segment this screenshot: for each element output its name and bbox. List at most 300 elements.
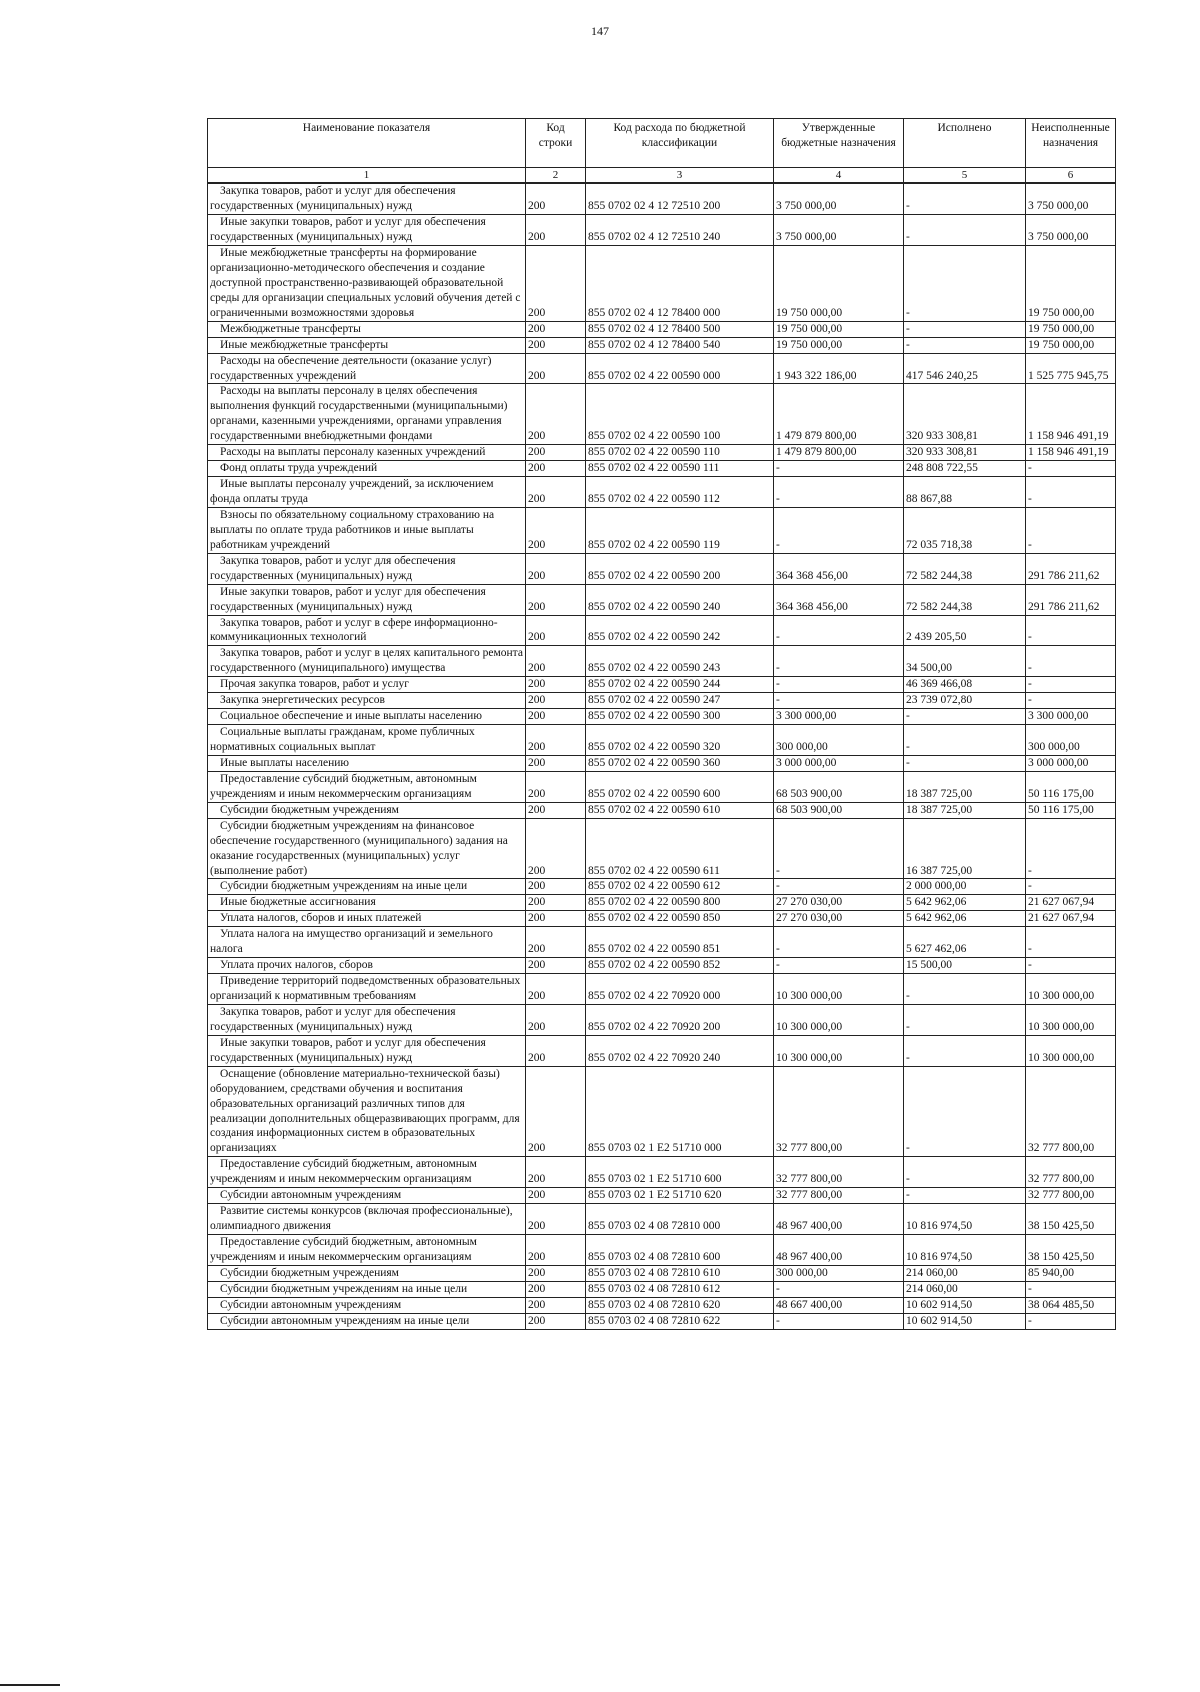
indicator-name-text: Субсидии бюджетным учреждениям bbox=[220, 803, 399, 816]
indicator-name-cell bbox=[208, 1297, 526, 1313]
executed-amount-cell: - bbox=[904, 1188, 1026, 1204]
approved-amount-cell: - bbox=[774, 615, 904, 646]
budget-code-cell: 855 0702 02 4 12 72510 200 bbox=[586, 183, 774, 214]
indicator-name-text: Расходы на выплаты персоналу в целях обеспечения выполнения функций государственными (муниципальными) органами, казенными учреждениями, органами управления государственными внебюджетными фондами bbox=[210, 385, 508, 443]
line-code-cell: 200 bbox=[526, 553, 586, 584]
executed-amount-cell: 5 627 462,06 bbox=[904, 927, 1026, 958]
approved-amount-cell: - bbox=[774, 927, 904, 958]
unexecuted-amount-cell: 38 150 425,50 bbox=[1026, 1235, 1116, 1266]
approved-amount-cell: 48 967 400,00 bbox=[774, 1204, 904, 1235]
table-row bbox=[208, 461, 1116, 477]
line-code-cell: 200 bbox=[526, 927, 586, 958]
indicator-name-cell bbox=[208, 461, 526, 477]
indicator-name-text: Закупка товаров, работ и услуг для обеспечения государственных (муниципальных) нужд bbox=[210, 554, 456, 582]
indicator-name-text: Иные межбюджетные трансферты на формирование организационно-методического обеспечения и создание доступной пространственно-развивающей образовательной среды для организации специальных условий обучения детей с ограниченными возможностями здоровья bbox=[210, 247, 521, 319]
unexecuted-amount-cell: 10 300 000,00 bbox=[1026, 1004, 1116, 1035]
line-code-cell: 200 bbox=[526, 461, 586, 477]
indicator-name-text: Субсидии бюджетным учреждениям на финансовое обеспечение государственного (муниципального) задания на оказание государственных (муниципальных) услуг (выполнение работ) bbox=[210, 819, 508, 877]
approved-amount-cell: 3 300 000,00 bbox=[774, 709, 904, 725]
executed-amount-cell: - bbox=[904, 725, 1026, 756]
indicator-name-text: Субсидии автономным учреждениям bbox=[220, 1298, 402, 1311]
budget-code-cell: 855 0702 02 4 22 00590 612 bbox=[586, 879, 774, 895]
unexecuted-amount-cell: 19 750 000,00 bbox=[1026, 337, 1116, 353]
unexecuted-amount-cell: 19 750 000,00 bbox=[1026, 321, 1116, 337]
indicator-name-text: Взносы по обязательному социальному страхованию на выплаты по оплате труда работников и иные выплаты работникам учреждений bbox=[210, 508, 495, 551]
line-code-cell: 200 bbox=[526, 879, 586, 895]
approved-amount-cell: 300 000,00 bbox=[774, 1265, 904, 1281]
unexecuted-amount-cell: 3 000 000,00 bbox=[1026, 755, 1116, 771]
budget-code-cell: 855 0702 02 4 22 00590 852 bbox=[586, 958, 774, 974]
unexecuted-amount-cell: - bbox=[1026, 879, 1116, 895]
line-code-cell: 200 bbox=[526, 1157, 586, 1188]
approved-amount-cell: 19 750 000,00 bbox=[774, 337, 904, 353]
budget-code-cell: 855 0703 02 1 E2 51710 000 bbox=[586, 1066, 774, 1157]
budget-code-cell: 855 0702 02 4 22 00590 240 bbox=[586, 584, 774, 615]
executed-amount-cell: 23 739 072,80 bbox=[904, 693, 1026, 709]
indicator-name-text: Иные выплаты населению bbox=[220, 756, 349, 769]
executed-amount-cell: 214 060,00 bbox=[904, 1265, 1026, 1281]
line-code-cell: 200 bbox=[526, 1035, 586, 1066]
budget-code-cell: 855 0702 02 4 22 00590 320 bbox=[586, 725, 774, 756]
line-code-cell: 200 bbox=[526, 693, 586, 709]
executed-amount-cell: 88 867,88 bbox=[904, 477, 1026, 508]
table-row bbox=[208, 677, 1116, 693]
indicator-name-cell bbox=[208, 677, 526, 693]
indicator-name-text: Субсидии бюджетным учреждениям на иные цели bbox=[220, 880, 468, 893]
line-code-cell: 200 bbox=[526, 246, 586, 322]
approved-amount-cell: - bbox=[774, 818, 904, 879]
indicator-name-cell bbox=[208, 321, 526, 337]
executed-amount-cell: 72 582 244,38 bbox=[904, 584, 1026, 615]
indicator-name-text: Субсидии бюджетным учреждениям bbox=[220, 1266, 399, 1279]
approved-amount-cell: 32 777 800,00 bbox=[774, 1066, 904, 1157]
indicator-name-text: Субсидии автономным учреждениям bbox=[220, 1189, 402, 1202]
executed-amount-cell: - bbox=[904, 215, 1026, 246]
line-code-cell: 200 bbox=[526, 974, 586, 1005]
approved-amount-cell: 27 270 030,00 bbox=[774, 895, 904, 911]
indicator-name-cell bbox=[208, 911, 526, 927]
header-unexecuted: Неисполненные назначения bbox=[1026, 119, 1116, 168]
line-code-cell: 200 bbox=[526, 353, 586, 384]
indicator-name-cell bbox=[208, 709, 526, 725]
approved-amount-cell: 364 368 456,00 bbox=[774, 553, 904, 584]
indicator-name-text: Иные межбюджетные трансферты bbox=[220, 338, 389, 351]
table-row bbox=[208, 1265, 1116, 1281]
approved-amount-cell: - bbox=[774, 693, 904, 709]
table-row bbox=[208, 693, 1116, 709]
executed-amount-cell: - bbox=[904, 1004, 1026, 1035]
unexecuted-amount-cell: 32 777 800,00 bbox=[1026, 1188, 1116, 1204]
indicator-name-cell bbox=[208, 1313, 526, 1329]
budget-code-cell: 855 0702 02 4 22 00590 300 bbox=[586, 709, 774, 725]
table-row bbox=[208, 477, 1116, 508]
approved-amount-cell: 364 368 456,00 bbox=[774, 584, 904, 615]
approved-amount-cell: 3 750 000,00 bbox=[774, 215, 904, 246]
column-number: 1 bbox=[208, 168, 526, 184]
unexecuted-amount-cell: - bbox=[1026, 1281, 1116, 1297]
executed-amount-cell: 2 000 000,00 bbox=[904, 879, 1026, 895]
budget-code-cell: 855 0703 02 1 E2 51710 600 bbox=[586, 1157, 774, 1188]
unexecuted-amount-cell: - bbox=[1026, 615, 1116, 646]
budget-code-cell: 855 0702 02 4 22 00590 850 bbox=[586, 911, 774, 927]
column-number: 3 bbox=[586, 168, 774, 184]
table-row bbox=[208, 1281, 1116, 1297]
indicator-name-text: Межбюджетные трансферты bbox=[220, 322, 361, 335]
budget-code-cell: 855 0702 02 4 12 72510 240 bbox=[586, 215, 774, 246]
indicator-name-text: Приведение территорий подведомственных образовательных организаций к нормативным требованиям bbox=[210, 975, 521, 1003]
line-code-cell: 200 bbox=[526, 1281, 586, 1297]
unexecuted-amount-cell: 1 158 946 491,19 bbox=[1026, 384, 1116, 445]
approved-amount-cell: 32 777 800,00 bbox=[774, 1188, 904, 1204]
indicator-name-text: Прочая закупка товаров, работ и услуг bbox=[220, 678, 409, 691]
table-row bbox=[208, 353, 1116, 384]
approved-amount-cell: - bbox=[774, 646, 904, 677]
budget-code-cell: 855 0702 02 4 22 00590 244 bbox=[586, 677, 774, 693]
line-code-cell: 200 bbox=[526, 384, 586, 445]
executed-amount-cell: 2 439 205,50 bbox=[904, 615, 1026, 646]
table-body bbox=[208, 183, 1116, 1329]
executed-amount-cell: 10 816 974,50 bbox=[904, 1235, 1026, 1266]
indicator-name-text: Оснащение (обновление материально-технической базы) оборудованием, средствами обучения и воспитания образовательных организаций различных типов для реализации дополнительных общеразвивающих программ, для создания информационных систем в образовательных организациях bbox=[210, 1067, 520, 1155]
budget-code-cell: 855 0702 02 4 22 00590 611 bbox=[586, 818, 774, 879]
approved-amount-cell: 68 503 900,00 bbox=[774, 802, 904, 818]
line-code-cell: 200 bbox=[526, 1066, 586, 1157]
line-code-cell: 200 bbox=[526, 1004, 586, 1035]
unexecuted-amount-cell: - bbox=[1026, 461, 1116, 477]
indicator-name-cell bbox=[208, 1004, 526, 1035]
table-row bbox=[208, 337, 1116, 353]
approved-amount-cell: - bbox=[774, 507, 904, 553]
table-row bbox=[208, 1035, 1116, 1066]
budget-code-cell: 855 0702 02 4 22 00590 200 bbox=[586, 553, 774, 584]
table-row bbox=[208, 321, 1116, 337]
indicator-name-text: Социальное обеспечение и иные выплаты населению bbox=[220, 710, 482, 723]
executed-amount-cell: 16 387 725,00 bbox=[904, 818, 1026, 879]
budget-code-cell: 855 0702 02 4 12 78400 000 bbox=[586, 246, 774, 322]
executed-amount-cell: 18 387 725,00 bbox=[904, 771, 1026, 802]
approved-amount-cell: - bbox=[774, 879, 904, 895]
approved-amount-cell: 1 943 322 186,00 bbox=[774, 353, 904, 384]
budget-code-cell: 855 0702 02 4 22 00590 112 bbox=[586, 477, 774, 508]
header-budget-classification: Код расхода по бюджетной классификации bbox=[586, 119, 774, 168]
indicator-name-cell bbox=[208, 958, 526, 974]
budget-code-cell: 855 0703 02 4 08 72810 612 bbox=[586, 1281, 774, 1297]
budget-code-cell: 855 0702 02 4 22 00590 610 bbox=[586, 802, 774, 818]
approved-amount-cell: - bbox=[774, 677, 904, 693]
table-row bbox=[208, 1235, 1116, 1266]
indicator-name-cell bbox=[208, 1035, 526, 1066]
indicator-name-cell bbox=[208, 755, 526, 771]
indicator-name-cell bbox=[208, 553, 526, 584]
approved-amount-cell: - bbox=[774, 1281, 904, 1297]
approved-amount-cell: 27 270 030,00 bbox=[774, 911, 904, 927]
table-row bbox=[208, 246, 1116, 322]
approved-amount-cell: 48 667 400,00 bbox=[774, 1297, 904, 1313]
budget-code-cell: 855 0702 02 4 22 00590 800 bbox=[586, 895, 774, 911]
indicator-name-text: Социальные выплаты гражданам, кроме публичных нормативных социальных выплат bbox=[210, 726, 475, 754]
budget-code-cell: 855 0702 02 4 22 00590 100 bbox=[586, 384, 774, 445]
unexecuted-amount-cell: 3 300 000,00 bbox=[1026, 709, 1116, 725]
indicator-name-text: Уплата налога на имущество организаций и земельного налога bbox=[210, 928, 493, 956]
budget-code-cell: 855 0702 02 4 22 00590 111 bbox=[586, 461, 774, 477]
line-code-cell: 200 bbox=[526, 1235, 586, 1266]
unexecuted-amount-cell: 10 300 000,00 bbox=[1026, 1035, 1116, 1066]
executed-amount-cell: 72 035 718,38 bbox=[904, 507, 1026, 553]
line-code-cell: 200 bbox=[526, 958, 586, 974]
indicator-name-text: Фонд оплаты труда учреждений bbox=[220, 462, 378, 475]
approved-amount-cell: 10 300 000,00 bbox=[774, 974, 904, 1005]
indicator-name-text: Иные закупки товаров, работ и услуг для обеспечения государственных (муниципальных) нужд bbox=[210, 585, 486, 613]
table-row bbox=[208, 1157, 1116, 1188]
unexecuted-amount-cell: 10 300 000,00 bbox=[1026, 974, 1116, 1005]
unexecuted-amount-cell: 21 627 067,94 bbox=[1026, 911, 1116, 927]
header-executed: Исполнено bbox=[904, 119, 1026, 168]
table-row bbox=[208, 1188, 1116, 1204]
unexecuted-amount-cell: - bbox=[1026, 507, 1116, 553]
table-row bbox=[208, 615, 1116, 646]
indicator-name-cell bbox=[208, 246, 526, 322]
unexecuted-amount-cell: 21 627 067,94 bbox=[1026, 895, 1116, 911]
table-row bbox=[208, 771, 1116, 802]
unexecuted-amount-cell: - bbox=[1026, 1313, 1116, 1329]
indicator-name-cell bbox=[208, 353, 526, 384]
line-code-cell: 200 bbox=[526, 677, 586, 693]
table-row bbox=[208, 725, 1116, 756]
approved-amount-cell: 1 479 879 800,00 bbox=[774, 384, 904, 445]
unexecuted-amount-cell: 38 064 485,50 bbox=[1026, 1297, 1116, 1313]
budget-code-cell: 855 0702 02 4 22 00590 000 bbox=[586, 353, 774, 384]
executed-amount-cell: - bbox=[904, 337, 1026, 353]
approved-amount-cell: 3 000 000,00 bbox=[774, 755, 904, 771]
indicator-name-text: Закупка товаров, работ и услуг для обеспечения государственных (муниципальных) нужд bbox=[210, 1005, 456, 1033]
indicator-name-cell bbox=[208, 818, 526, 879]
executed-amount-cell: 320 933 308,81 bbox=[904, 384, 1026, 445]
executed-amount-cell: 417 546 240,25 bbox=[904, 353, 1026, 384]
executed-amount-cell: 5 642 962,06 bbox=[904, 895, 1026, 911]
indicator-name-text: Расходы на выплаты персоналу казенных учреждений bbox=[220, 446, 486, 459]
indicator-name-cell bbox=[208, 1157, 526, 1188]
executed-amount-cell: 320 933 308,81 bbox=[904, 445, 1026, 461]
table-row bbox=[208, 911, 1116, 927]
executed-amount-cell: 46 369 466,08 bbox=[904, 677, 1026, 693]
table-row bbox=[208, 802, 1116, 818]
page-number: 147 bbox=[591, 24, 609, 38]
budget-code-cell: 855 0702 02 4 22 00590 119 bbox=[586, 507, 774, 553]
budget-code-cell: 855 0702 02 4 22 70920 200 bbox=[586, 1004, 774, 1035]
header-indicator-name: Наименование показателя bbox=[208, 119, 526, 168]
executed-amount-cell: - bbox=[904, 755, 1026, 771]
unexecuted-amount-cell: 50 116 175,00 bbox=[1026, 802, 1116, 818]
indicator-name-cell bbox=[208, 1066, 526, 1157]
table-row bbox=[208, 183, 1116, 214]
indicator-name-text: Закупка товаров, работ и услуг в сфере информационно-коммуникационных технологий bbox=[210, 616, 498, 644]
table-row bbox=[208, 445, 1116, 461]
approved-amount-cell: 68 503 900,00 bbox=[774, 771, 904, 802]
table-header-row bbox=[208, 119, 1116, 168]
unexecuted-amount-cell: - bbox=[1026, 477, 1116, 508]
executed-amount-cell: 15 500,00 bbox=[904, 958, 1026, 974]
line-code-cell: 200 bbox=[526, 507, 586, 553]
budget-code-cell: 855 0702 02 4 22 00590 600 bbox=[586, 771, 774, 802]
line-code-cell: 200 bbox=[526, 802, 586, 818]
indicator-name-text: Уплата прочих налогов, сборов bbox=[220, 959, 373, 972]
approved-amount-cell: 10 300 000,00 bbox=[774, 1035, 904, 1066]
budget-code-cell: 855 0703 02 4 08 72810 620 bbox=[586, 1297, 774, 1313]
budget-code-cell: 855 0702 02 4 22 00590 242 bbox=[586, 615, 774, 646]
indicator-name-cell bbox=[208, 337, 526, 353]
column-number-row bbox=[208, 168, 1116, 184]
approved-amount-cell: - bbox=[774, 477, 904, 508]
unexecuted-amount-cell: 300 000,00 bbox=[1026, 725, 1116, 756]
unexecuted-amount-cell: 3 750 000,00 bbox=[1026, 215, 1116, 246]
unexecuted-amount-cell: 291 786 211,62 bbox=[1026, 553, 1116, 584]
indicator-name-cell bbox=[208, 725, 526, 756]
header-approved: Утвержденные бюджетные назначения bbox=[774, 119, 904, 168]
table-row bbox=[208, 1297, 1116, 1313]
approved-amount-cell: 19 750 000,00 bbox=[774, 246, 904, 322]
indicator-name-text: Предоставление субсидий бюджетным, автономным учреждениям и иным некоммерческим организациям bbox=[210, 772, 477, 800]
approved-amount-cell: - bbox=[774, 1313, 904, 1329]
line-code-cell: 200 bbox=[526, 818, 586, 879]
line-code-cell: 200 bbox=[526, 615, 586, 646]
approved-amount-cell: 19 750 000,00 bbox=[774, 321, 904, 337]
table-row bbox=[208, 384, 1116, 445]
line-code-cell: 200 bbox=[526, 646, 586, 677]
approved-amount-cell: 10 300 000,00 bbox=[774, 1004, 904, 1035]
column-number: 6 bbox=[1026, 168, 1116, 184]
line-code-cell: 200 bbox=[526, 321, 586, 337]
executed-amount-cell: 10 602 914,50 bbox=[904, 1313, 1026, 1329]
table-row bbox=[208, 1004, 1116, 1035]
unexecuted-amount-cell: 32 777 800,00 bbox=[1026, 1066, 1116, 1157]
indicator-name-text: Субсидии автономным учреждениям на иные цели bbox=[220, 1314, 470, 1327]
unexecuted-amount-cell: 85 940,00 bbox=[1026, 1265, 1116, 1281]
table-row bbox=[208, 818, 1116, 879]
budget-code-cell: 855 0703 02 4 08 72810 600 bbox=[586, 1235, 774, 1266]
indicator-name-text: Развитие системы конкурсов (включая профессиональные), олимпиадного движения bbox=[210, 1205, 513, 1233]
executed-amount-cell: - bbox=[904, 246, 1026, 322]
table-row bbox=[208, 1204, 1116, 1235]
unexecuted-amount-cell: 50 116 175,00 bbox=[1026, 771, 1116, 802]
indicator-name-cell bbox=[208, 584, 526, 615]
executed-amount-cell: 72 582 244,38 bbox=[904, 553, 1026, 584]
indicator-name-cell bbox=[208, 879, 526, 895]
executed-amount-cell: - bbox=[904, 974, 1026, 1005]
unexecuted-amount-cell: 1 158 946 491,19 bbox=[1026, 445, 1116, 461]
table-row bbox=[208, 1066, 1116, 1157]
line-code-cell: 200 bbox=[526, 1188, 586, 1204]
line-code-cell: 200 bbox=[526, 445, 586, 461]
indicator-name-text: Субсидии бюджетным учреждениям на иные цели bbox=[220, 1282, 468, 1295]
table-row bbox=[208, 646, 1116, 677]
approved-amount-cell: 300 000,00 bbox=[774, 725, 904, 756]
line-code-cell: 200 bbox=[526, 895, 586, 911]
unexecuted-amount-cell: 19 750 000,00 bbox=[1026, 246, 1116, 322]
line-code-cell: 200 bbox=[526, 755, 586, 771]
line-code-cell: 200 bbox=[526, 1313, 586, 1329]
executed-amount-cell: - bbox=[904, 709, 1026, 725]
table-row bbox=[208, 755, 1116, 771]
table-row bbox=[208, 895, 1116, 911]
table-row bbox=[208, 958, 1116, 974]
executed-amount-cell: 34 500,00 bbox=[904, 646, 1026, 677]
line-code-cell: 200 bbox=[526, 771, 586, 802]
indicator-name-text: Иные бюджетные ассигнования bbox=[220, 896, 376, 909]
budget-code-cell: 855 0702 02 4 22 00590 247 bbox=[586, 693, 774, 709]
unexecuted-amount-cell: - bbox=[1026, 927, 1116, 958]
executed-amount-cell: - bbox=[904, 321, 1026, 337]
line-code-cell: 200 bbox=[526, 337, 586, 353]
indicator-name-cell bbox=[208, 183, 526, 214]
indicator-name-cell bbox=[208, 1281, 526, 1297]
indicator-name-cell bbox=[208, 1204, 526, 1235]
table-row bbox=[208, 974, 1116, 1005]
indicator-name-text: Иные выплаты персоналу учреждений, за исключением фонда оплаты труда bbox=[210, 478, 494, 506]
budget-code-cell: 855 0703 02 4 08 72810 610 bbox=[586, 1265, 774, 1281]
approved-amount-cell: 32 777 800,00 bbox=[774, 1157, 904, 1188]
page-edge-mark bbox=[0, 1684, 60, 1686]
unexecuted-amount-cell: 1 525 775 945,75 bbox=[1026, 353, 1116, 384]
table-row bbox=[208, 507, 1116, 553]
column-number: 5 bbox=[904, 168, 1026, 184]
budget-code-cell: 855 0703 02 1 E2 51710 620 bbox=[586, 1188, 774, 1204]
budget-code-cell: 855 0702 02 4 22 70920 000 bbox=[586, 974, 774, 1005]
line-code-cell: 200 bbox=[526, 1204, 586, 1235]
line-code-cell: 200 bbox=[526, 911, 586, 927]
budget-code-cell: 855 0702 02 4 12 78400 540 bbox=[586, 337, 774, 353]
indicator-name-text: Расходы на обеспечение деятельности (оказание услуг) государственных учреждений bbox=[210, 354, 492, 382]
budget-code-cell: 855 0702 02 4 22 00590 851 bbox=[586, 927, 774, 958]
indicator-name-text: Закупка энергетических ресурсов bbox=[220, 694, 385, 707]
executed-amount-cell: - bbox=[904, 1066, 1026, 1157]
line-code-cell: 200 bbox=[526, 709, 586, 725]
indicator-name-cell bbox=[208, 974, 526, 1005]
indicator-name-cell bbox=[208, 895, 526, 911]
table-row bbox=[208, 553, 1116, 584]
executed-amount-cell: - bbox=[904, 183, 1026, 214]
executed-amount-cell: 214 060,00 bbox=[904, 1281, 1026, 1297]
indicator-name-text: Закупка товаров, работ и услуг для обеспечения государственных (муниципальных) нужд bbox=[210, 185, 456, 213]
line-code-cell: 200 bbox=[526, 477, 586, 508]
approved-amount-cell: - bbox=[774, 958, 904, 974]
indicator-name-text: Иные закупки товаров, работ и услуг для обеспечения государственных (муниципальных) нужд bbox=[210, 1036, 486, 1064]
indicator-name-cell bbox=[208, 693, 526, 709]
budget-code-cell: 855 0702 02 4 22 00590 110 bbox=[586, 445, 774, 461]
table-row bbox=[208, 927, 1116, 958]
table-row bbox=[208, 1313, 1116, 1329]
unexecuted-amount-cell: - bbox=[1026, 693, 1116, 709]
indicator-name-cell bbox=[208, 615, 526, 646]
indicator-name-cell bbox=[208, 384, 526, 445]
approved-amount-cell: - bbox=[774, 461, 904, 477]
unexecuted-amount-cell: 32 777 800,00 bbox=[1026, 1157, 1116, 1188]
budget-code-cell: 855 0702 02 4 22 70920 240 bbox=[586, 1035, 774, 1066]
approved-amount-cell: 3 750 000,00 bbox=[774, 183, 904, 214]
line-code-cell: 200 bbox=[526, 1265, 586, 1281]
executed-amount-cell: 18 387 725,00 bbox=[904, 802, 1026, 818]
header-line-code: Код строки bbox=[526, 119, 586, 168]
indicator-name-cell bbox=[208, 1235, 526, 1266]
indicator-name-cell bbox=[208, 1265, 526, 1281]
indicator-name-text: Уплата налогов, сборов и иных платежей bbox=[220, 912, 422, 925]
indicator-name-cell bbox=[208, 802, 526, 818]
executed-amount-cell: 10 816 974,50 bbox=[904, 1204, 1026, 1235]
executed-amount-cell: 10 602 914,50 bbox=[904, 1297, 1026, 1313]
indicator-name-cell bbox=[208, 445, 526, 461]
budget-code-cell: 855 0703 02 4 08 72810 622 bbox=[586, 1313, 774, 1329]
indicator-name-text: Предоставление субсидий бюджетным, автономным учреждениям и иным некоммерческим организациям bbox=[210, 1158, 477, 1186]
unexecuted-amount-cell: - bbox=[1026, 646, 1116, 677]
